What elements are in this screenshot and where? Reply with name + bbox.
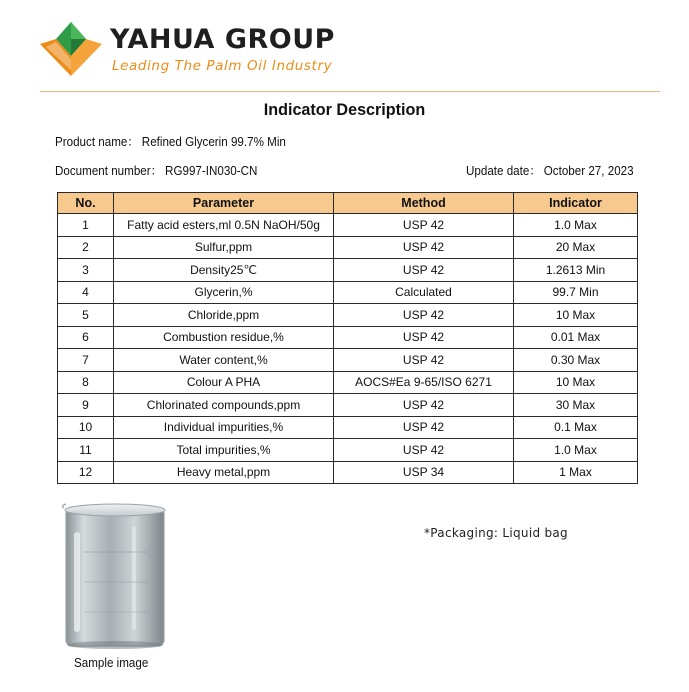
cell-no: 9 [58, 394, 114, 417]
product-name-line [55, 132, 286, 150]
cell-parameter: Fatty acid esters,ml 0.5N NaOH/50g [114, 214, 334, 237]
update-date-label: Update date： [466, 164, 541, 178]
document-number-label: Document number： [55, 164, 163, 178]
document-number-line [55, 161, 257, 179]
cell-indicator: 0.01 Max [514, 326, 638, 349]
cell-indicator: 1.0 Max [514, 439, 638, 462]
table-row [58, 371, 638, 394]
cell-indicator: 10 Max [514, 304, 638, 327]
header-divider [40, 91, 660, 92]
table-row [58, 416, 638, 439]
cell-method: USP 42 [334, 394, 514, 417]
cell-method: USP 42 [334, 236, 514, 259]
cell-no: 2 [58, 236, 114, 259]
table-row [58, 394, 638, 417]
cell-no: 1 [58, 214, 114, 237]
product-name-value: Refined Glycerin 99.7% Min [141, 135, 286, 149]
table-header-row [58, 193, 638, 214]
header-method: Method [334, 193, 514, 214]
cell-indicator: 0.1 Max [514, 416, 638, 439]
cell-parameter: Glycerin,% [114, 281, 334, 304]
cell-method: Calculated [334, 281, 514, 304]
header-no: No. [58, 193, 114, 214]
table-row [58, 259, 638, 282]
cell-method: USP 34 [334, 461, 514, 484]
product-name-label: Product name： [55, 135, 140, 149]
cell-no: 7 [58, 349, 114, 372]
packaging-note: *Packaging: Liquid bag [424, 526, 568, 540]
table-row [58, 349, 638, 372]
cell-no: 10 [58, 416, 114, 439]
cell-method: USP 42 [334, 416, 514, 439]
yahua-logo-icon [40, 20, 102, 78]
indicator-table [57, 192, 638, 484]
table-row [58, 439, 638, 462]
cell-parameter: Colour A PHA [114, 371, 334, 394]
cell-method: USP 42 [334, 349, 514, 372]
cell-indicator: 30 Max [514, 394, 638, 417]
table-row [58, 304, 638, 327]
cell-parameter: Chlorinated compounds,ppm [114, 394, 334, 417]
cell-no: 11 [58, 439, 114, 462]
cell-indicator: 10 Max [514, 371, 638, 394]
sample-image-caption: Sample image [74, 656, 149, 670]
brand-tagline: Leading The Palm Oil Industry [112, 58, 333, 74]
cell-no: 3 [58, 259, 114, 282]
cell-indicator: 0.30 Max [514, 349, 638, 372]
cell-no: 8 [58, 371, 114, 394]
cell-method: AOCS#Ea 9-65/ISO 6271 [334, 371, 514, 394]
update-date-value: October 27, 2023 [543, 164, 634, 178]
cell-indicator: 1.2613 Min [514, 259, 638, 282]
cell-method: USP 42 [334, 439, 514, 462]
table-row [58, 326, 638, 349]
header-parameter: Parameter [114, 193, 334, 214]
cell-parameter: Water content,% [114, 349, 334, 372]
cell-method: USP 42 [334, 214, 514, 237]
cell-indicator: 20 Max [514, 236, 638, 259]
table-row [58, 281, 638, 304]
cell-method: USP 42 [334, 259, 514, 282]
brand-name: YAHUA GROUP [110, 24, 335, 55]
cell-method: USP 42 [334, 304, 514, 327]
cell-no: 4 [58, 281, 114, 304]
update-date-line [466, 161, 634, 179]
cell-indicator: 1.0 Max [514, 214, 638, 237]
cell-parameter: Density25℃ [114, 259, 334, 282]
cell-parameter: Chloride,ppm [114, 304, 334, 327]
document-title: Indicator Description [263, 100, 426, 119]
cell-no: 5 [58, 304, 114, 327]
cell-parameter: Total impurities,% [114, 439, 334, 462]
cell-parameter: Combustion residue,% [114, 326, 334, 349]
cell-parameter: Individual impurities,% [114, 416, 334, 439]
document-number-value: RG997-IN030-CN [165, 164, 258, 178]
cell-indicator: 99.7 Min [514, 281, 638, 304]
sample-beaker-image [62, 502, 170, 652]
table-row [58, 461, 638, 484]
cell-method: USP 42 [334, 326, 514, 349]
header-indicator: Indicator [514, 193, 638, 214]
table-row [58, 214, 638, 237]
cell-indicator: 1 Max [514, 461, 638, 484]
cell-no: 12 [58, 461, 114, 484]
cell-no: 6 [58, 326, 114, 349]
cell-parameter: Sulfur,ppm [114, 236, 334, 259]
table-row [58, 236, 638, 259]
cell-parameter: Heavy metal,ppm [114, 461, 334, 484]
